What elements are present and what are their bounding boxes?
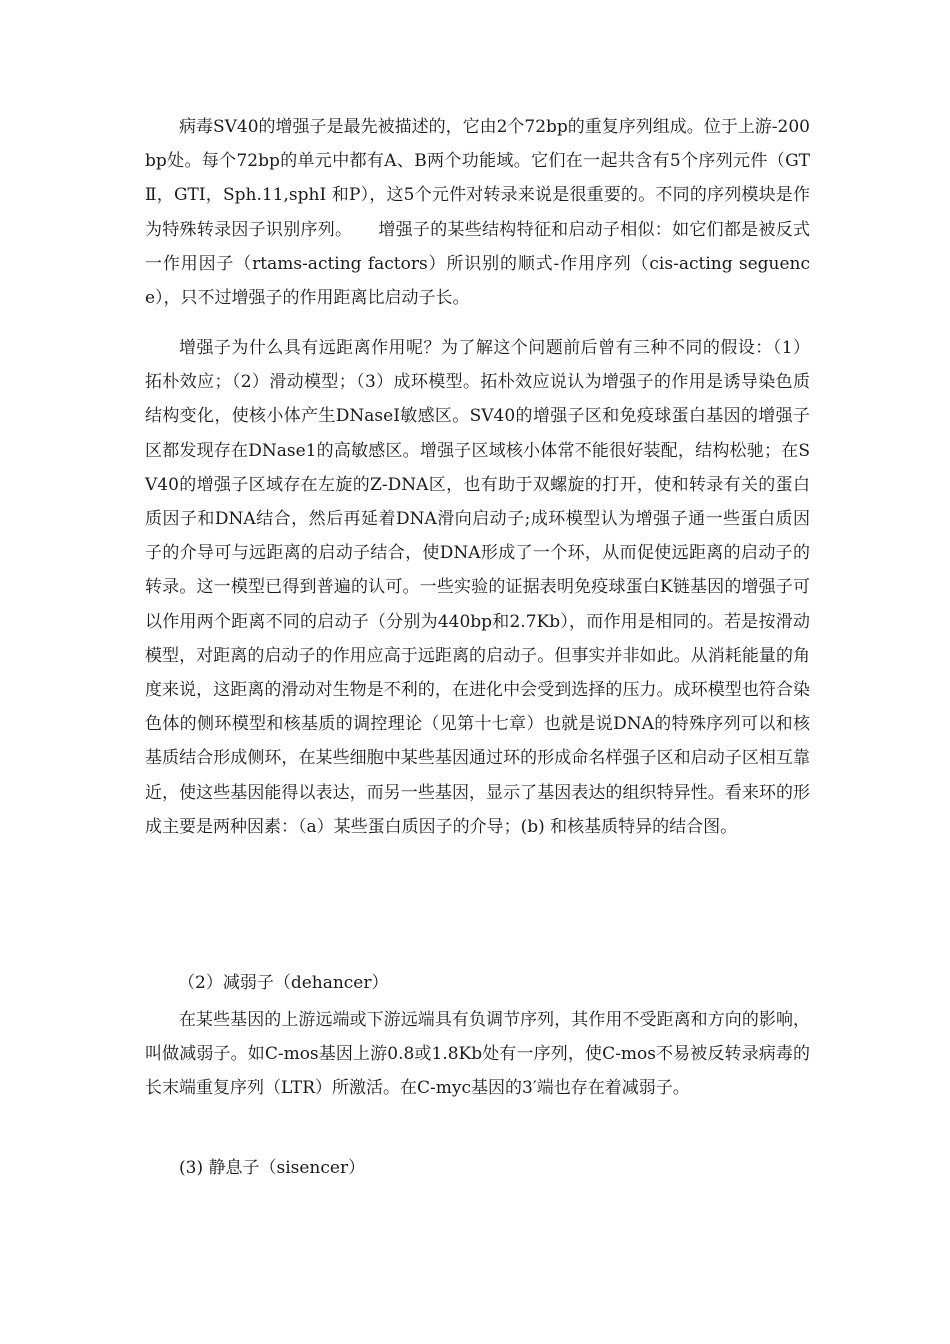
paragraph-sv40-enhancer: 病毒SV40的增强子是最先被描述的，它由2个72bp的重复序列组成。位于上游-200bp处。每个72bp的单元中都有A、B两个功能域。它们在一起共含有5个序列元件（GTⅡ，GTI，Sph.11,sphI 和P），这5个元件对转录来说是很重要的。不同的序列模块是作为特殊转录因子识别序列。 增强子的某些结构特征和启动子相似：如它们都是被反式一作用因子（rtams-acting factors）所识别的顺式-作用序列（cis-acting seguence），只不过增强子的作用距离比启动子长。 bbox=[145, 117, 810, 309]
section-heading-dehancer: （2）减弱子（dehancer） bbox=[178, 973, 389, 993]
paragraph-enhancer-models: 增强子为什么具有远距离作用呢？为了解这个问题前后曾有三种不同的假设：（1）拓朴效应；（2）滑动模型；（3）成环模型。拓朴效应说认为增强子的作用是诱导染色质结构变化，使核小体产生DNaseI敏感区。SV40的增强子区和免疫球蛋白基因的增强子区都发现存在DNase1的高敏感区。增强子区域核小体常不能很好装配，结构松驰；在SV40的增强子区域存在左旋的Z-DNA区，也有助于双螺旋的打开，使和转录有关的蛋白质因子和DNA结合，然后再延着DNA滑向启动子;成环模型认为增强子通一些蛋白质因子的介导可与远距离的启动子结合，使DNA形成了一个环，从而促使远距离的启动子的转录。这一模型已得到普遍的认可。一些实验的证据表明免疫球蛋白K链基因的增强子可以作用两个距离不同的启动子（分别为440bp和2.7Kb），而作用是相同的。若是按滑动模型，对距离的启动子的作用应高于远距离的启动子。但事实并非如此。从消耗能量的角度来说，这距离的滑动对生物是不利的，在进化中会受到选择的压力。成环模型也符合染色体的侧环模型和核基质的调控理论（见第十七章）也就是说DNA的特殊序列可以和核基质结合形成侧环，在某些细胞中某些基因通过环的形成命名样强子区和启动子区相互靠近，使这些基因能得以表达，而另一些基因，显示了基因表达的组织特异性。看来环的形成主要是两种因素：（a）某些蛋白质因子的介导；(b) 和核基质特异的结合图。 bbox=[145, 338, 810, 837]
section-heading-silencer: (3) 静息子（sisencer） bbox=[179, 1158, 366, 1178]
paragraph-dehancer: 在某些基因的上游远端或下游远端具有负调节序列，其作用不受距离和方向的影响，叫做减弱子。如C-mos基因上游0.8或1.8Kb处有一序列，使C-mos不易被反转录病毒的长末端重复序列（LTR）所激活。在C-myc基因的3′端也存在着减弱子。 bbox=[145, 1010, 810, 1099]
